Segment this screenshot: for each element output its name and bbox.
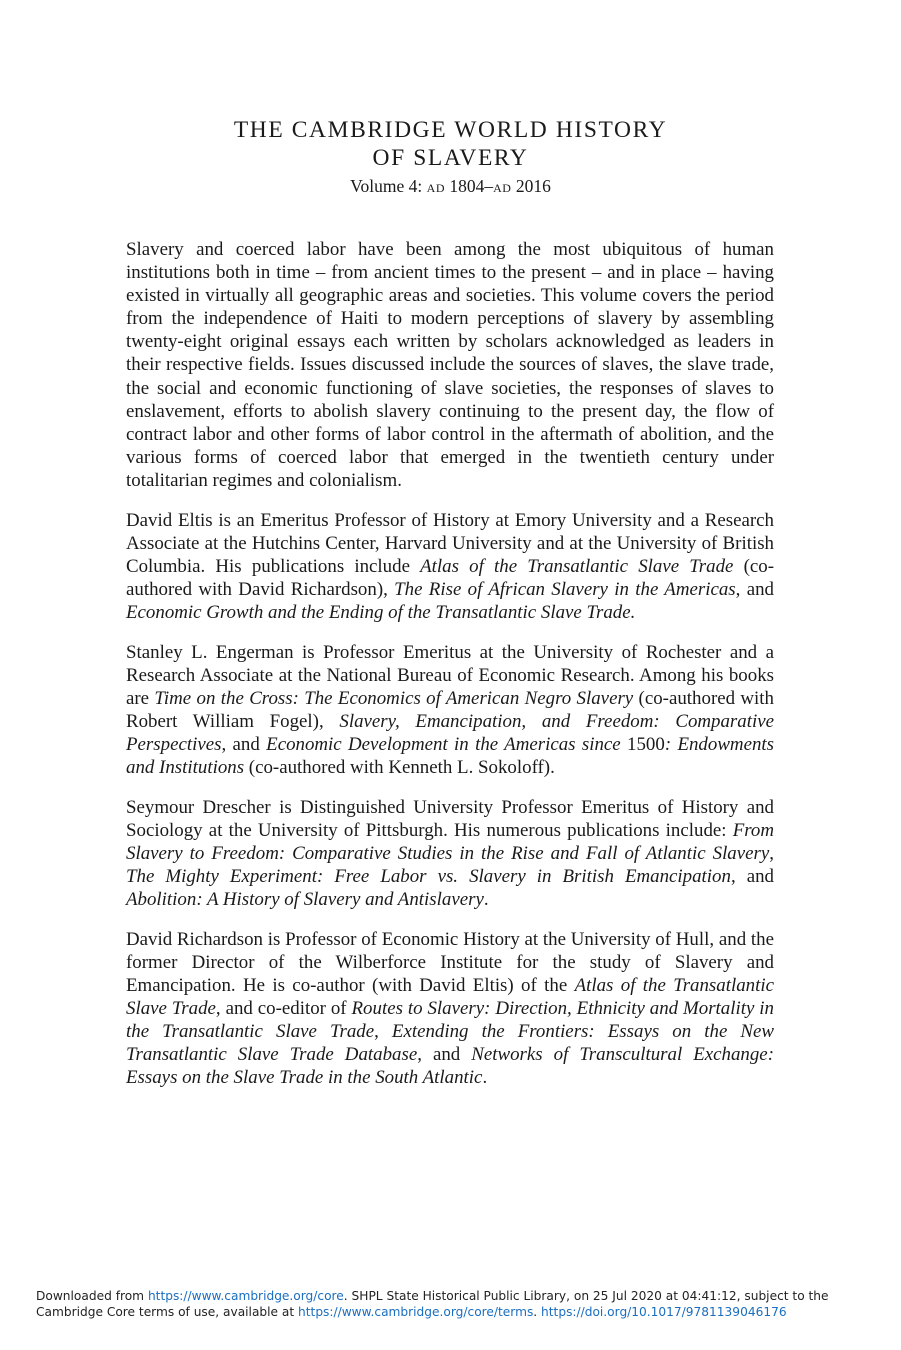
bio-text: , and co-editor of — [215, 997, 352, 1019]
book-title-line-1: THE CAMBRIDGE WORLD HISTORY — [233, 117, 668, 143]
volume-description: Slavery and coerced labor have been among the most ubiquitous of human institutions both in time – from ancient times to the present – and in place – having existed in virtually all geographic areas and societies. This volume covers the period from the independence of Haiti to modern perceptions of slavery by assembling twenty-eight original essays each written by scholars acknowledged as leaders in their respective fields. Issues discussed include the sources of slaves, the slave trade, the social and economic functioning of slave societies, the responses of slaves to enslavement, efforts to abolish slavery continuing to the present day, the flow of contract labor and other forms of labor control in the aftermath of abolition, and the various forms of coerced labor that emerged in the twentieth century under totalitarian regimes and colonialism. — [126, 239, 774, 491]
bio-text: David Richardson is Professor of Economic History at the University of Hull, and the former Director of the Wilberforce Institute for the study of Slavery and Emancipation. He is co-author (with David Eltis) of the — [126, 928, 774, 996]
volume-subtitle — [0, 173, 901, 199]
bio-seymour-drescher — [126, 796, 774, 911]
bio-text: , — [769, 842, 774, 864]
volume-prefix: Volume 4: — [350, 176, 427, 196]
download-notice — [36, 1288, 876, 1320]
page-header — [0, 116, 901, 199]
bio-text: (co-authored with Kenneth L. Sokoloff). — [244, 756, 555, 778]
book-title: Slavery, Emancipation, and Freedom: Comparative Perspectives — [126, 710, 774, 755]
book-title: The Mighty Experiment: Free Labor vs. Slavery in British Emancipation — [126, 865, 731, 887]
book-title: Networks of Transcultural Exchange: Essays on the Slave Trade in the South Atlantic — [126, 1044, 774, 1089]
bio-text: Stanley L. Engerman is Professor Emeritus at the University of Rochester and a Research Associate at the National Bureau of Economic Research. Among his books are — [126, 641, 774, 709]
era-start: ad — [426, 176, 445, 196]
book-title: Economic Growth and the Ending of the Transatlantic Slave Trade. — [126, 601, 636, 623]
book-title-line-2: OF SLAVERY — [372, 145, 529, 171]
footer-prefix: Downloaded from — [36, 1289, 148, 1303]
book-title: : Endowments and Institutions — [126, 733, 774, 778]
bio-text: Seymour Drescher is Distinguished University Professor Emeritus of History and Sociology at the University of Pittsburgh. His numerous publications include: — [126, 796, 774, 841]
footer-separator: . — [533, 1305, 542, 1319]
book-title: Atlas of the Transatlantic Slave Trade — [420, 555, 734, 577]
bio-text: , and — [735, 578, 774, 600]
terms-link[interactable]: https://www.cambridge.org/core/terms — [298, 1305, 534, 1319]
bio-text: . — [483, 888, 489, 910]
book-title: The Rise of African Slavery in the Americas — [394, 578, 736, 600]
bio-text: 1500 — [620, 733, 665, 755]
book-title: Abolition: A History of Slavery and Antislavery — [126, 888, 484, 910]
bio-david-eltis — [126, 509, 774, 624]
book-title: Routes to Slavery: Direction, Ethnicity and Mortality in the Transatlantic Slave Trade — [126, 997, 774, 1042]
bio-david-richardson — [126, 928, 774, 1090]
book-title: Atlas of the Transatlantic Slave Trade — [126, 974, 775, 1019]
bio-text: , and — [221, 733, 267, 755]
core-link[interactable]: https://www.cambridge.org/core — [147, 1289, 344, 1303]
bio-stanley-engerman — [126, 641, 774, 780]
page-body — [126, 238, 774, 1106]
bio-text: , and — [417, 1044, 472, 1065]
bio-text: David Eltis is an Emeritus Professor of History at Emory University and a Research Associate at the Hutchins Center, Harvard University and at the University of British Columbia. His publications include — [126, 509, 774, 577]
bio-text: (co-authored with David Richardson), — [126, 555, 774, 600]
year-end: 2016 — [511, 176, 551, 196]
bio-text: , — [374, 1020, 392, 1042]
bio-text: , and — [730, 865, 774, 887]
year-start: 1804– — [445, 176, 494, 196]
era-end: ad — [493, 176, 512, 196]
book-title: Economic Development in the Americas since — [266, 733, 621, 755]
book-title: Extending the Frontiers: Essays on the New Transatlantic Slave Trade Database — [126, 1020, 774, 1065]
book-title: From Slavery to Freedom: Comparative Studies in the Rise and Fall of Atlantic Slavery — [126, 819, 774, 864]
footer-middle: . SHPL State Historical Public Library, on 25 Jul 2020 at 04:41:12, subject to the Cambridge Core terms of use, available at — [36, 1289, 829, 1319]
bio-text: . — [482, 1067, 488, 1089]
bio-text: (co-authored with Robert William Fogel), — [126, 687, 774, 732]
doi-link[interactable]: https://doi.org/10.1017/9781139046176 — [541, 1305, 787, 1319]
book-title: Time on the Cross: The Economics of American Negro Slavery — [154, 687, 634, 709]
